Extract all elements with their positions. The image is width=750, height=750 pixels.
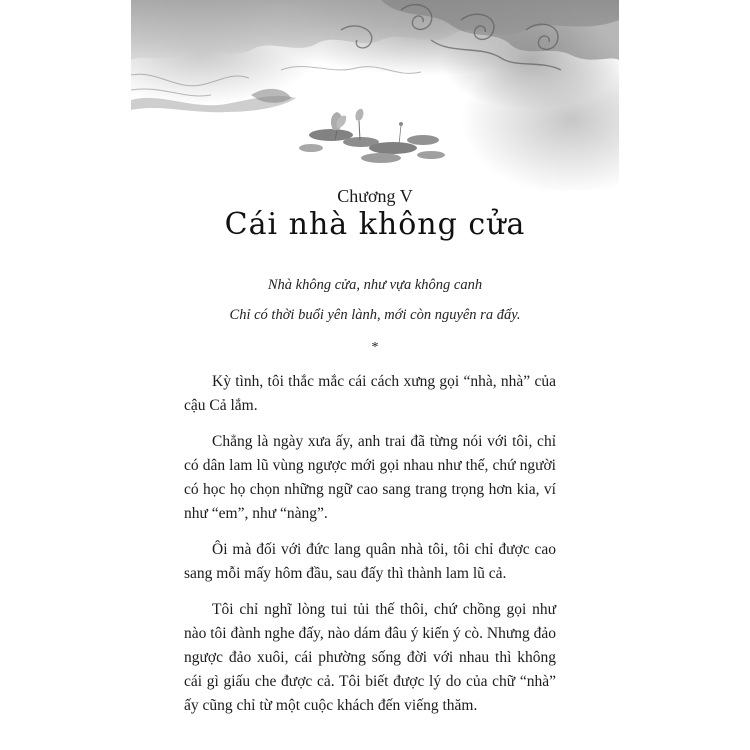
book-page xyxy=(131,0,619,750)
paragraph: Chẳng là ngày xưa ấy, anh trai đã từng nói với tôi, chỉ có dân lam lũ vùng ngược mới gọi nhau như thế, chứ người có học họ chọn những ngữ cao sang trang trọng hơn kia, ví như “em”, như “nàng”. xyxy=(184,433,556,522)
paragraph: Ôi mà đối với đức lang quân nhà tôi, tôi chỉ được cao sang mỗi mấy hôm đầu, sau đấy thì thành lam lũ cả. xyxy=(184,541,556,582)
epigraph-line: Chỉ có thời buổi yên lành, mới còn nguyên ra đấy. xyxy=(229,307,521,323)
ink-wash-illustration xyxy=(131,0,619,190)
lotus-pond xyxy=(299,109,445,163)
epigraph xyxy=(131,270,619,330)
chapter-body xyxy=(184,370,556,730)
chapter-title: Cái nhà không cửa xyxy=(224,207,526,242)
paragraph: Kỳ tình, tôi thắc mắc cái cách xưng gọi “nhà, nhà” của cậu Cả lắm. xyxy=(184,373,556,414)
epigraph-line: Nhà không cửa, như vựa không canh xyxy=(267,277,483,293)
paragraph: Tôi chỉ nghĩ lòng tui tủi thế thôi, chứ chồng gọi như nào tôi đành nghe đấy, nào dám đâu ý kiến ý cò. Nhưng đảo ngược đảo xuôi, cái phường sống đời với nhau thì không cái gì giấu che được cả. Tôi biết được lý do của chữ “nhà” ấy cũng chỉ từ một cuộc khách đến viếng thăm. xyxy=(184,601,556,714)
chapter-number: Chương V xyxy=(337,186,413,206)
section-divider: * xyxy=(371,340,379,355)
